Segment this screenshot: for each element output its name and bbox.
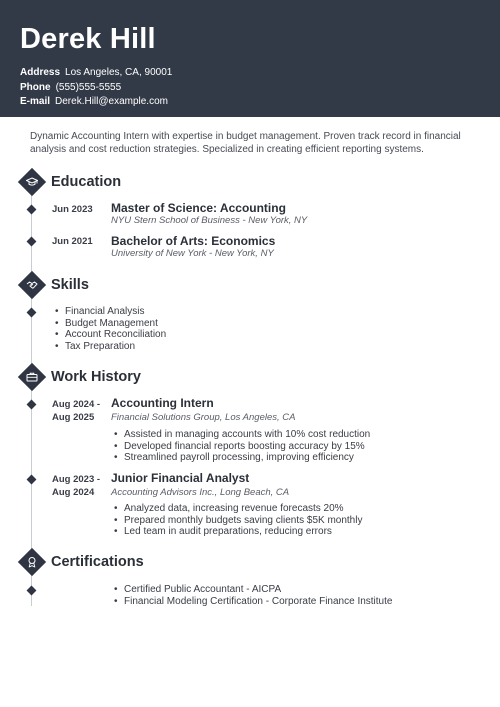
skill-item: • Account Reconciliation (54, 329, 166, 341)
skills-marker (27, 308, 37, 318)
contact-address-label: Address (20, 67, 61, 78)
education-section-icon (18, 168, 46, 196)
education-item-1-school: NYU Stern School of Business - New York, NY (111, 215, 308, 226)
contact-address (20, 66, 480, 81)
award-ribbon-icon (22, 552, 42, 572)
education-section-title: Education (51, 174, 122, 190)
work-section-title: Work History (51, 369, 141, 385)
contact-address-value: Los Angeles, CA, 90001 (65, 67, 173, 78)
work-item-1-marker (27, 400, 37, 410)
work-item-1-date-start: Aug 2024 - (52, 399, 101, 410)
skill-item: • Financial Analysis (54, 306, 166, 318)
education-item-2-school: University of New York - New York, NY (111, 248, 274, 259)
work-section-icon (18, 363, 46, 391)
skills-list (54, 306, 166, 352)
work-item-1-company: Financial Solutions Group, Los Angeles, CA (111, 412, 296, 423)
skill-item: • Budget Management (54, 318, 166, 330)
contact-phone-value: (555)555-5555 (55, 81, 122, 93)
work-item-1-bullets (113, 429, 370, 464)
work-item-1-role: Accounting Intern (111, 396, 214, 410)
certifications-marker (27, 586, 37, 596)
work-item-2-date-end: Aug 2024 (52, 487, 95, 498)
work-bullet: • Prepared monthly budgets saving clients $5K monthly (113, 515, 362, 527)
contact-email-label: E-mail (20, 96, 51, 107)
briefcase-icon (22, 367, 42, 387)
education-item-1-date: Jun 2023 (52, 204, 93, 215)
resume-header (0, 0, 500, 117)
candidate-name: Derek Hill (20, 23, 156, 55)
contact-email (20, 95, 480, 110)
contact-phone (20, 81, 480, 96)
graduation-cap-icon (22, 172, 42, 192)
education-item-1-marker (27, 205, 37, 215)
skills-section-icon (18, 271, 46, 299)
education-item-2-marker (27, 237, 37, 247)
work-item-2-role: Junior Financial Analyst (111, 471, 250, 485)
work-item-2-marker (27, 475, 37, 485)
contact-phone-label: Phone (20, 81, 51, 93)
certification-item: • Financial Modeling Certification - Corporate Finance Institute (113, 596, 392, 608)
certifications-list (113, 584, 392, 607)
work-bullet: • Analyzed data, increasing revenue forecasts 20% (113, 503, 362, 515)
education-item-2-date: Jun 2021 (52, 236, 93, 247)
education-item-1-degree: Master of Science: Accounting (111, 201, 286, 215)
work-item-2-date (52, 473, 100, 499)
certifications-section-title: Certifications (51, 554, 144, 570)
certification-item: • Certified Public Accountant - AICPA (113, 584, 392, 596)
skill-item: • Tax Preparation (54, 341, 166, 353)
work-item-1-date-end: Aug 2025 (52, 412, 95, 423)
work-bullet: • Assisted in managing accounts with 10% cost reduction (113, 429, 370, 441)
work-item-2-bullets (113, 503, 362, 538)
contact-email-value: Derek.Hill@example.com (55, 96, 168, 107)
work-item-1-date (52, 398, 100, 424)
certifications-section-icon (18, 548, 46, 576)
timeline-line-work (31, 387, 32, 554)
work-item-2-date-start: Aug 2023 - (52, 474, 101, 485)
work-bullet: • Developed financial reports boosting accuracy by 15% (113, 441, 370, 453)
work-bullet: • Streamlined payroll processing, improving efficiency (113, 452, 370, 464)
handshake-icon (22, 275, 42, 295)
skills-section-title: Skills (51, 277, 89, 293)
work-bullet: • Led team in audit preparations, reducing errors (113, 526, 362, 538)
timeline-line-skills (31, 295, 32, 365)
professional-summary: Dynamic Accounting Intern with expertise in budget management. Proven track record in financial analysis and cost reduction strategies. Specialized in creating efficient reporting systems. (30, 131, 461, 155)
work-item-2-company: Accounting Advisors Inc., Long Beach, CA (111, 487, 290, 498)
education-item-2-degree: Bachelor of Arts: Economics (111, 234, 276, 248)
